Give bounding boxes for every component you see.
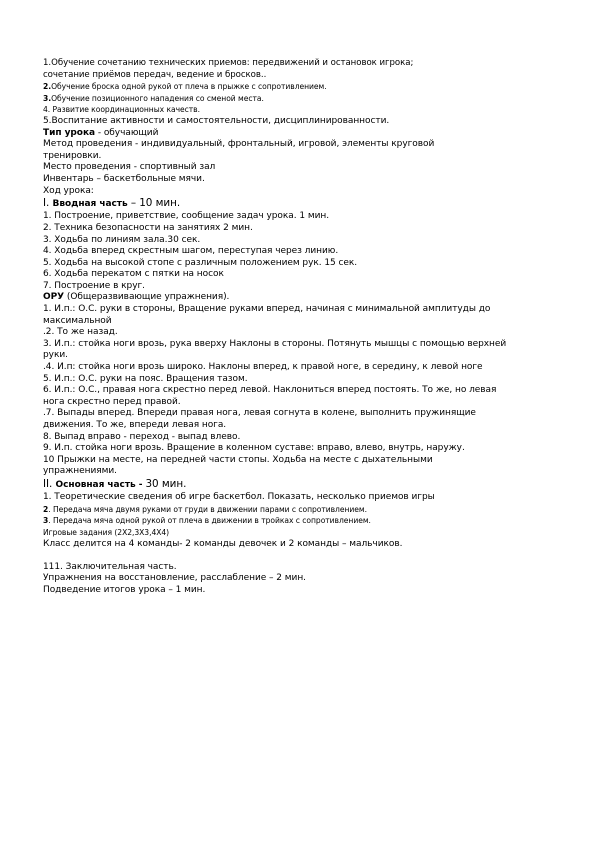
spacer — [43, 550, 563, 562]
oru-item-6: 6. И.п.: О.С., правая нога скрестно перед левой. Наклониться вперед постоять. То же, но левая нога скрестно перед правой. — [43, 385, 497, 407]
lesson-type-label: Тип урока — [43, 127, 96, 138]
oru-item-1: 1. И.п.: О.С. руки в стороны, Вращение руками вперед, начиная с минимальной амплитуды до максимальной — [43, 304, 491, 326]
intro-item-5: 5. Ходьба на высокой стопе с различным положением рук. 15 сек. — [43, 257, 358, 268]
oru-subtitle: (Общеразвивающие упражнения). — [64, 292, 230, 303]
oru-item-10: 10 Прыжки на месте, на передней части стопы. Ходьба на месте с дыхательными упражнениями. — [43, 454, 433, 477]
lesson-course-heading: Ход урока: — [43, 185, 94, 196]
intro-section-heading — [43, 197, 563, 211]
main-item-2 — [43, 504, 563, 516]
lesson-type — [43, 128, 563, 140]
intro-item-2: 2. Техника безопасности на занятиях 2 мин. — [43, 222, 253, 233]
final-relaxation: Упражнения на восстановление, расслабление – 2 мин. — [43, 573, 306, 584]
objective-4: 4. Развитие координационных качеств. — [43, 105, 200, 115]
oru-item-5: 5. И.п.: О.С. руки на пояс. Вращения тазом. — [43, 373, 248, 384]
objective-2-text: Обучение броска одной рукой от плеча в прыжке с сопротивлением. — [51, 82, 327, 92]
final-section-heading: 111. Заключительная часть. — [43, 561, 177, 572]
main-time: 30 мин. — [145, 477, 187, 490]
oru-heading — [43, 292, 563, 304]
oru-item-8: 8. Выпад вправо - переход - выпад влево. — [43, 431, 241, 442]
intro-roman-numeral: I. — [43, 197, 53, 210]
lesson-type-value: - обучающий — [95, 127, 159, 138]
main-item-2-number: 2 — [43, 504, 49, 514]
objective-3-text: Обучение позиционного нападения со сменой места. — [51, 93, 264, 103]
intro-item-3: 3. Ходьба по линиям зала.30 сек. — [43, 234, 201, 245]
intro-item-1: 1. Построение, приветствие, сообщение задач урока. 1 мин. — [43, 211, 330, 222]
intro-title: Вводная часть — [52, 199, 128, 210]
oru-title: ОРУ — [43, 292, 65, 303]
main-teams: Класс делится на 4 команды- 2 команды девочек и 2 команды – мальчиков. — [43, 538, 403, 549]
lesson-method: Метод проведения - индивидуальный, фронтальный, игровой, элементы круговой тренировки. — [43, 139, 435, 161]
lesson-plan-page — [43, 58, 563, 597]
main-item-2-text: . Передача мяча двумя руками от груди в движении парами с сопротивлением. — [48, 504, 367, 514]
intro-time: – 10 мин. — [127, 197, 181, 210]
intro-item-6: 6. Ходьба перекатом с пятки на носок — [43, 269, 224, 280]
oru-item-7: .7. Выпады вперед. Впереди правая нога, левая согнута в колене, выполнить пружинящие движения. То же, впереди левая нога. — [43, 408, 476, 431]
main-section-heading — [43, 478, 563, 492]
intro-item-4: 4. Ходьба вперед скрестным шагом, переступая через линию. — [43, 246, 339, 257]
lesson-place: Место проведения - спортивный зал — [43, 162, 216, 173]
lesson-inventory: Инвентарь – баскетбольные мячи. — [43, 173, 205, 184]
main-title: Основная часть - — [55, 479, 146, 490]
main-game-tasks: Игровые задания (2Х2,3Х3,4Х4) — [43, 527, 170, 537]
main-item-3-text: . Передача мяча одной рукой от плеча в движении в тройках с сопротивлением. — [48, 516, 371, 526]
objective-3-number: 3. — [43, 93, 52, 103]
intro-item-7: 7. Построение в круг. — [43, 280, 145, 291]
objective-2-number: 2. — [43, 82, 52, 92]
main-roman-numeral: II. — [43, 477, 56, 490]
objective-2 — [43, 81, 563, 93]
oru-item-4: .4. И.п: стойка ноги врозь широко. Наклоны вперед, к правой ноге, в середину, к левой ноге — [43, 362, 483, 373]
objective-5: 5.Воспитание активности и самостоятельности, дисциплинированности. — [43, 115, 390, 126]
main-item-3-number: 3 — [43, 516, 49, 526]
objective-1-line-1: 1.Обучение сочетанию технических приемов: передвижений и остановок игрока; — [43, 58, 414, 68]
objective-3 — [43, 93, 563, 105]
objective-1-line-2: сочетание приёмов передач, ведение и бросков.. — [43, 69, 267, 80]
oru-item-3: 3. И.п.: стойка ноги врозь, рука вверху Наклоны в стороны. Потянуть мышцы с помощью верхней руки. — [43, 338, 507, 361]
final-summary: Подведение итогов урока – 1 мин. — [43, 584, 206, 595]
oru-item-2: .2. То же назад. — [43, 327, 118, 338]
main-item-1: 1. Теоретические сведения об игре баскетбол. Показать, несколько приемов игры — [43, 492, 435, 503]
oru-item-9: 9. И.п. стойка ноги врозь. Вращение в коленном суставе: вправо, влево, внутрь, наружу. — [43, 443, 465, 454]
main-item-3 — [43, 515, 563, 527]
